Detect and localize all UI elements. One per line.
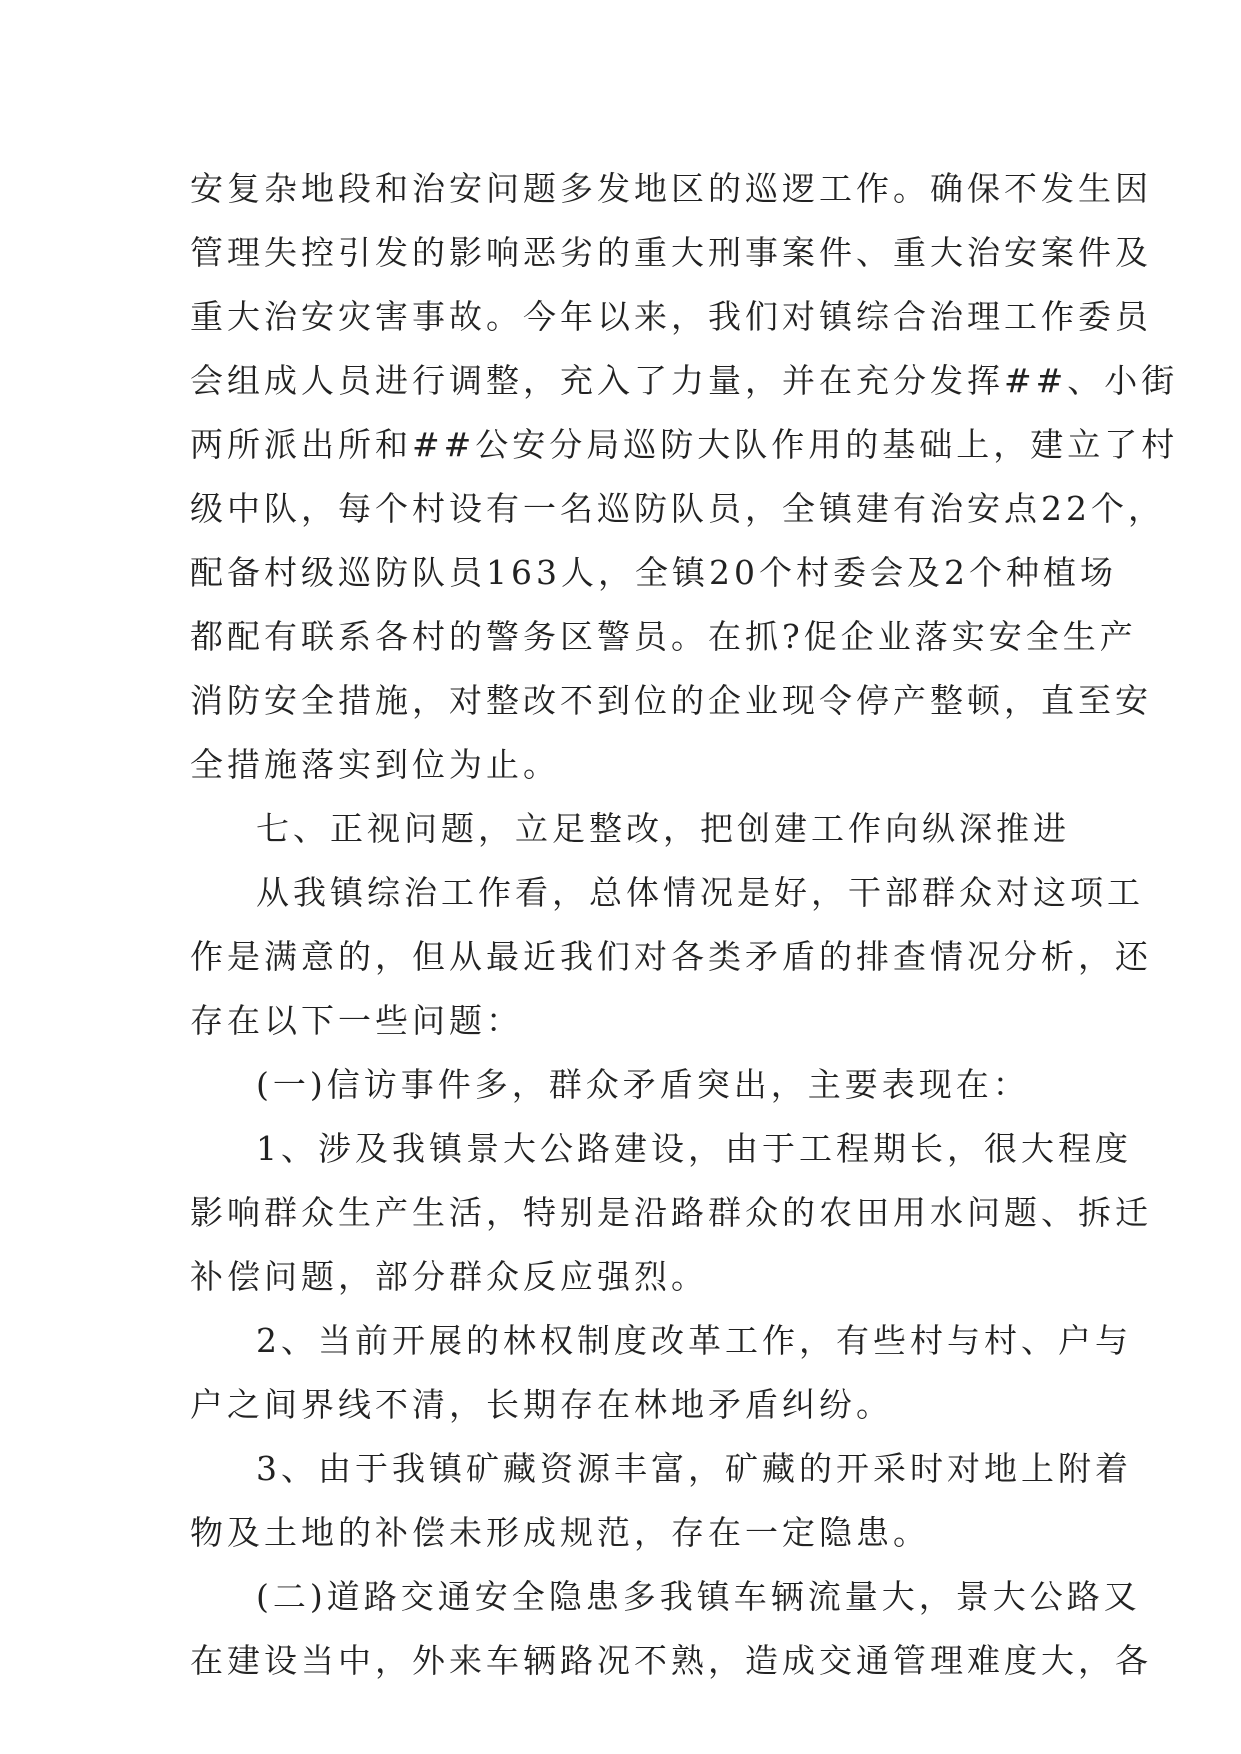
- text-line-21: 3、由于我镇矿藏资源丰富，矿藏的开采时对地上附着: [256, 1449, 1132, 1488]
- text-line-20: 户之间界线不清，长期存在林地矛盾纠纷。: [190, 1385, 893, 1424]
- text-line-8: 都配有联系各村的警务区警员。在抓?促企业落实安全生产: [190, 617, 1137, 656]
- text-line-13: 作是满意的，但从最近我们对各类矛盾的排查情况分析，还: [190, 937, 1152, 976]
- document-body: [190, 157, 1179, 1693]
- text-line-24: 在建设当中，外来车辆路况不熟，造成交通管理难度大，各: [190, 1641, 1152, 1680]
- text-line-18: 补偿问题，部分群众反应强烈。: [190, 1257, 708, 1296]
- text-line-3: 重大治安灾害事故。今年以来，我们对镇综合治理工作委员: [190, 297, 1152, 336]
- text-line-12: 从我镇综治工作看，总体情况是好，干部群众对这项工: [256, 873, 1144, 912]
- text-line-5: 两所派出所和##公安分局巡防大队作用的基础上，建立了村: [190, 425, 1179, 464]
- text-line-10: 全措施落实到位为止。: [190, 745, 560, 784]
- text-line-22: 物及土地的补偿未形成规范，存在一定隐患。: [190, 1513, 930, 1552]
- subheading-one: (一)信访事件多，群众矛盾突出，主要表现在：: [256, 1065, 1030, 1104]
- text-line-7: 配备村级巡防队员163人，全镇20个村委会及2个种植场: [190, 553, 1117, 592]
- text-line-6: 级中队，每个村设有一名巡防队员，全镇建有治安点22个，: [190, 489, 1165, 528]
- text-line-14: 存在以下一些问题：: [190, 1001, 523, 1040]
- text-line-9: 消防安全措施，对整改不到位的企业现令停产整顿，直至安: [190, 681, 1152, 720]
- text-line-4: 会组成人员进行调整，充入了力量，并在充分发挥##、小街: [190, 361, 1179, 400]
- text-line-2: 管理失控引发的影响恶劣的重大刑事案件、重大治安案件及: [190, 233, 1152, 272]
- text-line-1: 安复杂地段和治安问题多发地区的巡逻工作。确保不发生因: [190, 169, 1152, 208]
- text-line-17: 影响群众生产生活，特别是沿路群众的农田用水问题、拆迁: [190, 1193, 1152, 1232]
- text-line-16: 1、涉及我镇景大公路建设，由于工程期长，很大程度: [256, 1129, 1132, 1168]
- subheading-two: (二)道路交通安全隐患多我镇车辆流量大，景大公路又: [256, 1577, 1141, 1616]
- text-line-19: 2、当前开展的林权制度改革工作，有些村与村、户与: [256, 1321, 1132, 1360]
- section-heading-seven: 七、正视问题，立足整改，把创建工作向纵深推进: [256, 809, 1070, 848]
